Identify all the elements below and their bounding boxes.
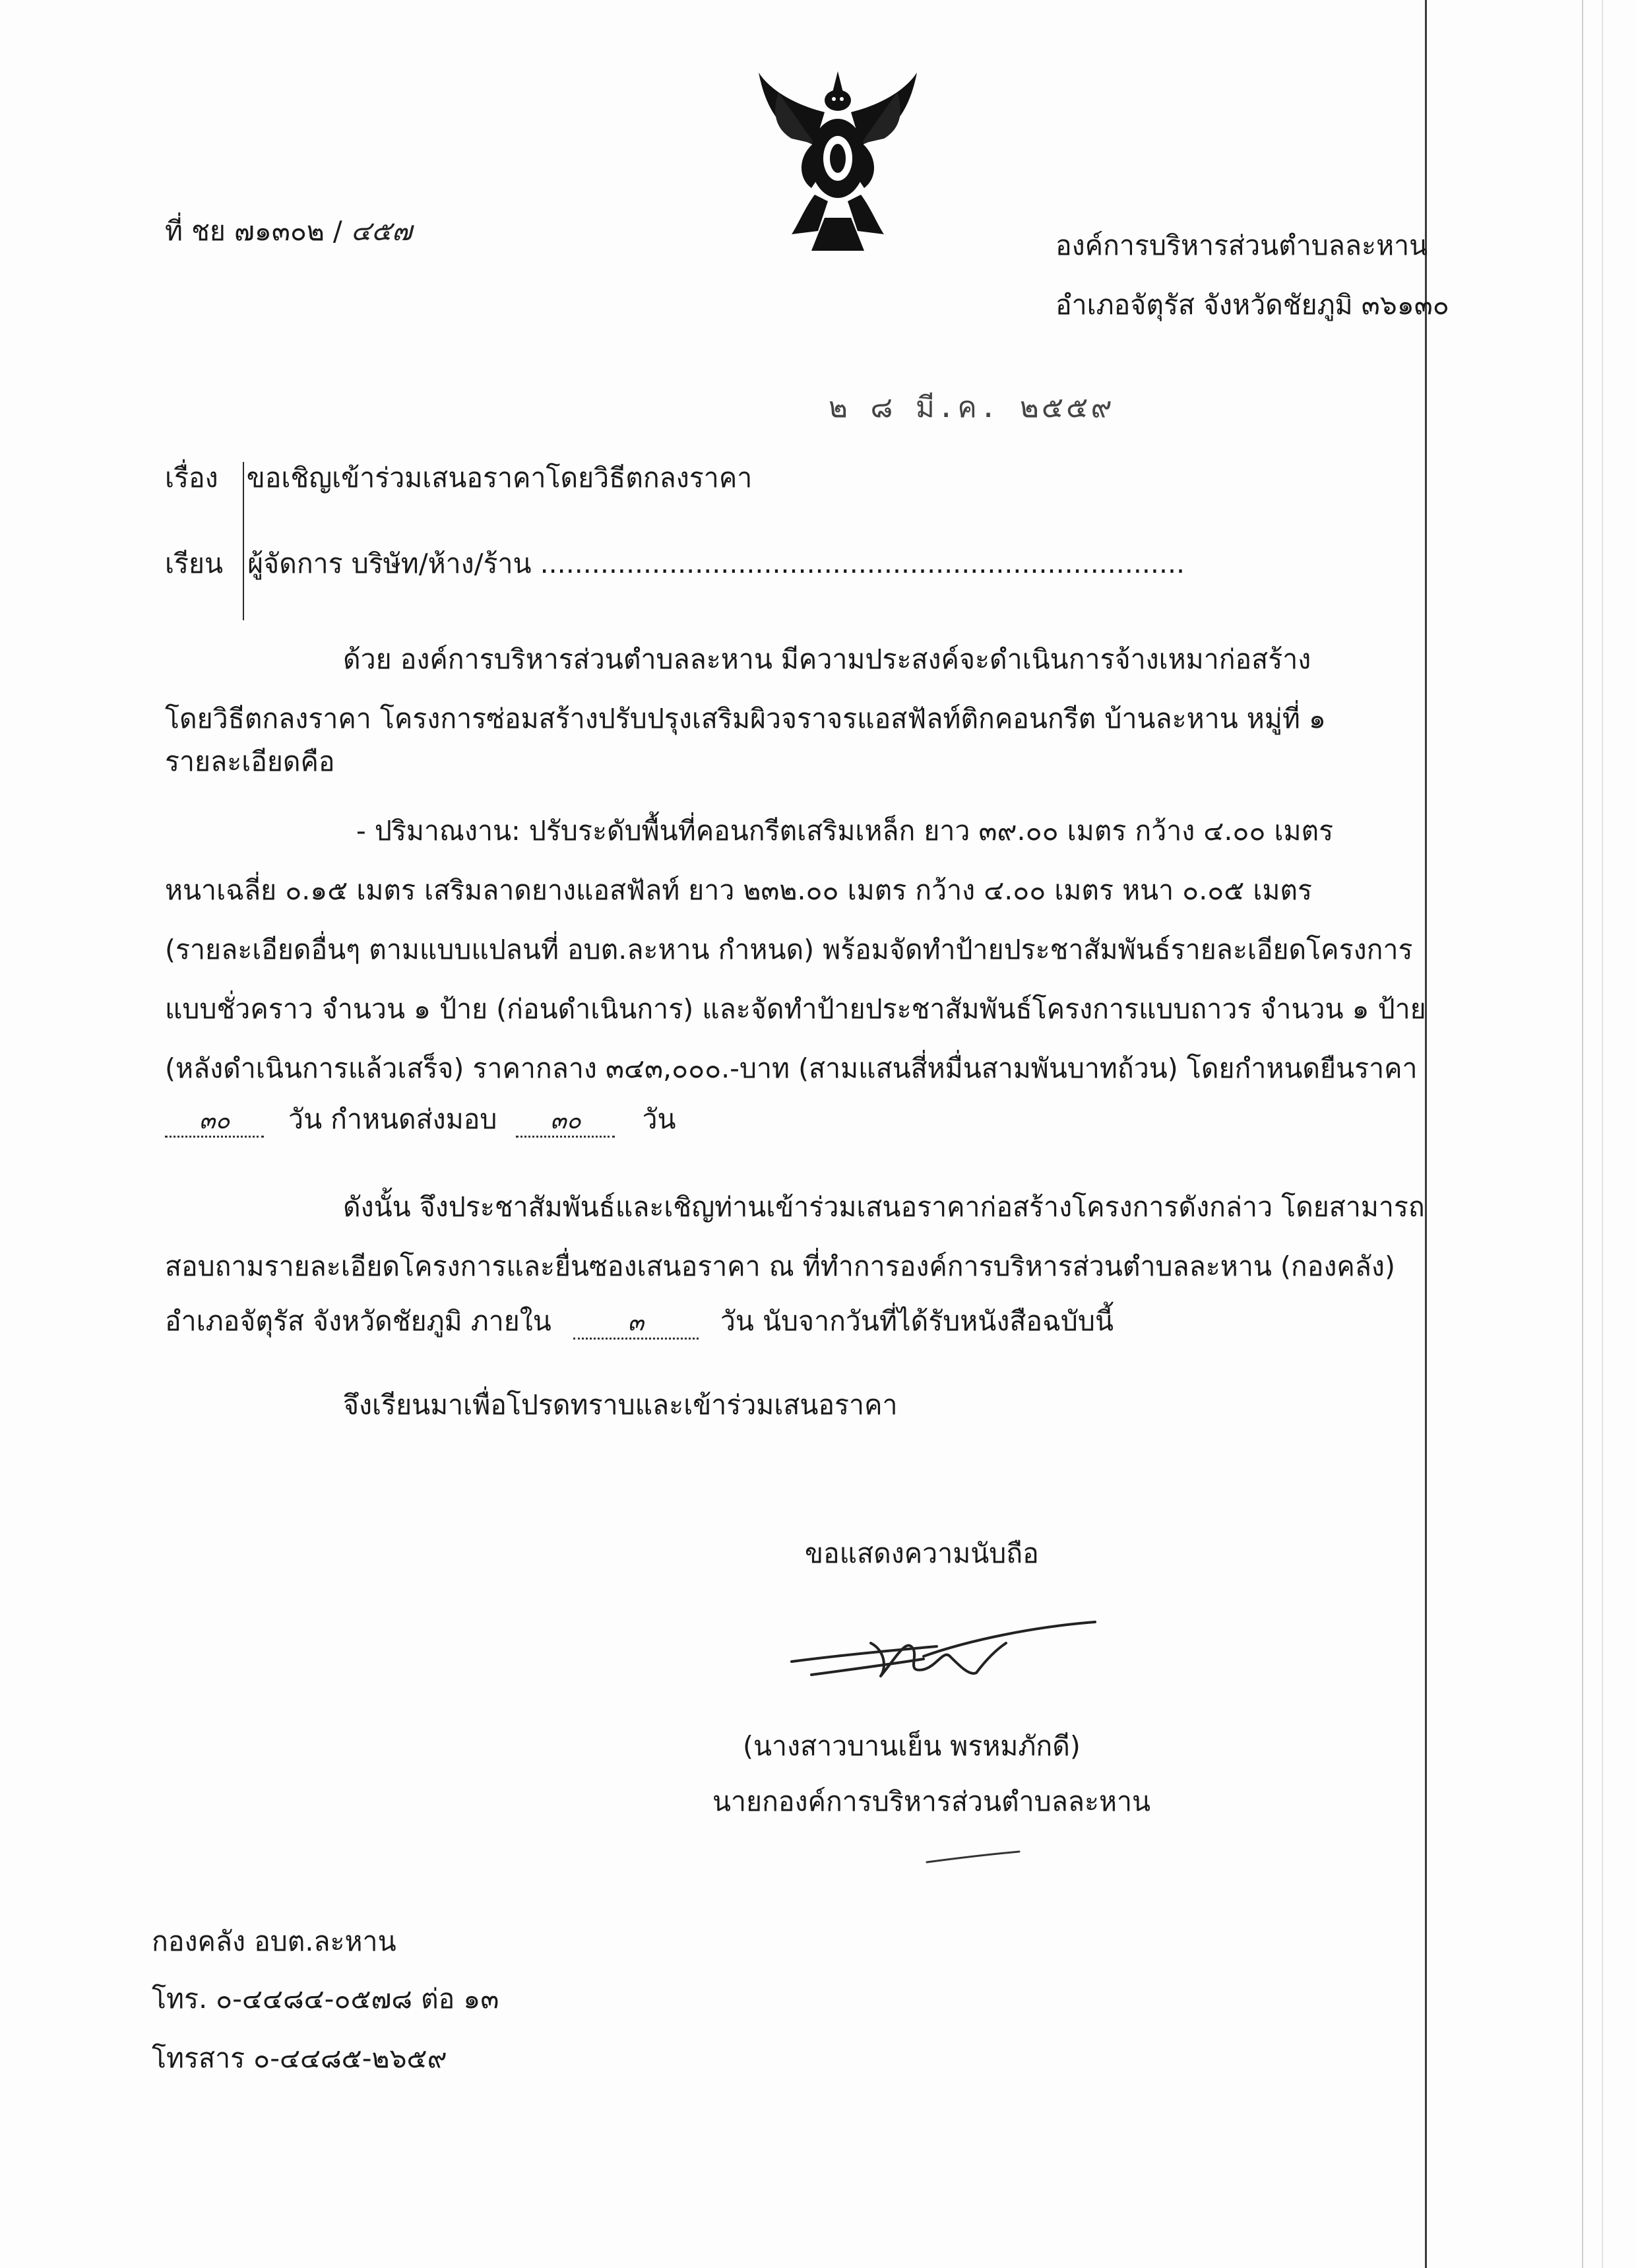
- footer-fax: โทรสาร ๐-๔๔๘๕-๒๖๕๙: [152, 2042, 447, 2074]
- body-paragraph-2-line-5: (หลังดำเนินการแล้วเสร็จ) ราคากลาง ๓๔๓,๐๐๐.-บาท (สามแสนสี่หมื่นสามพันบาทถ้วน) โดยกำหนดยืนราคา: [165, 1053, 1418, 1084]
- body-paragraph-3-line-3: อำเภอจัตุรัส จังหวัดชัยภูมิ ภายใน ๓ วัน นับจากวันที่ได้รับหนังสือฉบับนี้: [165, 1305, 1114, 1340]
- reference-label: ที่: [165, 215, 183, 247]
- date-stamp: ๒ ๘ มี.ค. ๒๕๕๙: [829, 391, 1115, 424]
- addressee-label: เรียน: [165, 548, 224, 579]
- body-paragraph-1-line-3: รายละเอียดคือ: [165, 746, 335, 777]
- fill-in-submit-days: ๓: [573, 1305, 699, 1340]
- signer-name: (นางสาวบานเย็น พรหมภักดี): [743, 1730, 1081, 1762]
- footer-telephone: โทร. ๐-๔๔๘๔-๐๕๗๘ ต่อ ๑๓: [152, 1983, 499, 2015]
- organization-address: อำเภอจัตุรัส จังหวัดชัยภูมิ ๓๖๑๓๐: [1055, 289, 1449, 321]
- subject-text: ขอเชิญเข้าร่วมเสนอราคาโดยวิธีตกลงราคา: [246, 462, 753, 494]
- fill-in-price-days: ๓๐: [165, 1103, 264, 1138]
- signer-title: นายกองค์การบริหารส่วนตำบลละหาน: [712, 1786, 1151, 1817]
- footer-department: กองคลัง อบต.ละหาน: [152, 1926, 396, 1957]
- garuda-emblem-icon: [752, 66, 924, 257]
- subject-line: [165, 462, 752, 494]
- body-paragraph-2-line-3: (รายละเอียดอื่นๆ ตามแบบแปลนที่ อบต.ละหาน กำหนด) พร้อมจัดทำป้ายประชาสัมพันธ์รายละเอียดโครงการ: [165, 934, 1413, 965]
- body-paragraph-2-line-6: ๓๐ วัน กำหนดส่งมอบ ๓๐ วัน: [165, 1103, 676, 1138]
- body-paragraph-3-line-2: สอบถามรายละเอียดโครงการและยื่นซองเสนอราคา ณ ที่ทำการองค์การบริหารส่วนตำบลละหาน (กองคลัง): [165, 1250, 1395, 1282]
- body-paragraph-2-line-4: แบบชั่วคราว จำนวน ๑ ป้าย (ก่อนดำเนินการ) และจัดทำป้ายประชาสัมพันธ์โครงการแบบถาวร จำนวน ๑ ป้าย: [165, 993, 1426, 1025]
- subject-label: เรื่อง: [165, 462, 218, 494]
- closing-regards: ขอแสดงความนับถือ: [805, 1538, 1039, 1569]
- body-paragraph-3-line-1: ดังนั้น จึงประชาสัมพันธ์และเชิญท่านเข้าร่วมเสนอราคาก่อสร้างโครงการดังกล่าว โดยสามารถ: [343, 1191, 1425, 1223]
- pen-stroke-mark: [924, 1848, 1022, 1867]
- reference-code: ชย ๗๑๓๐๒ /: [191, 215, 342, 247]
- body-paragraph-2-line-1: - ปริมาณงาน: ปรับระดับพื้นที่คอนกรีตเสริมเหล็ก ยาว ๓๙.๐๐ เมตร กว้าง ๔.๐๐ เมตร: [356, 815, 1334, 847]
- body-paragraph-1-line-1: ด้วย องค์การบริหารส่วนตำบลละหาน มีความประสงค์จะดำเนินการจ้างเหมาก่อสร้าง: [343, 643, 1311, 675]
- scan-artifact-line: [1582, 0, 1583, 2268]
- addressee-line: [165, 548, 1185, 580]
- body-paragraph-4: จึงเรียนมาเพื่อโปรดทราบและเข้าร่วมเสนอราคา: [343, 1389, 898, 1421]
- scan-artifact-line: [1602, 0, 1603, 2268]
- signature-mark: [772, 1610, 1115, 1702]
- addressee-text: ผู้จัดการ บริษัท/ห้าง/ร้าน ...........................................................................: [247, 548, 1185, 579]
- scan-artifact-line: [1425, 0, 1427, 2268]
- organization-name: องค์การบริหารส่วนตำบลละหาน: [1055, 230, 1428, 261]
- body-paragraph-2-line-2: หนาเฉลี่ย ๐.๑๕ เมตร เสริมลาดยางแอสฟัลท์ ยาว ๒๓๒.๐๐ เมตร กว้าง ๔.๐๐ เมตร หนา ๐.๐๕ เมตร: [165, 874, 1313, 906]
- handwritten-reference-no: ๔๕๗: [350, 215, 412, 247]
- body-paragraph-1-line-2: โดยวิธีตกลงราคา โครงการซ่อมสร้างปรับปรุงเสริมผิวจราจรแอสฟัลท์ติกคอนกรีต บ้านละหาน หมู่ที่ ๑: [165, 703, 1326, 734]
- reference-number: [165, 215, 412, 247]
- fill-in-delivery-days: ๓๐: [516, 1103, 615, 1138]
